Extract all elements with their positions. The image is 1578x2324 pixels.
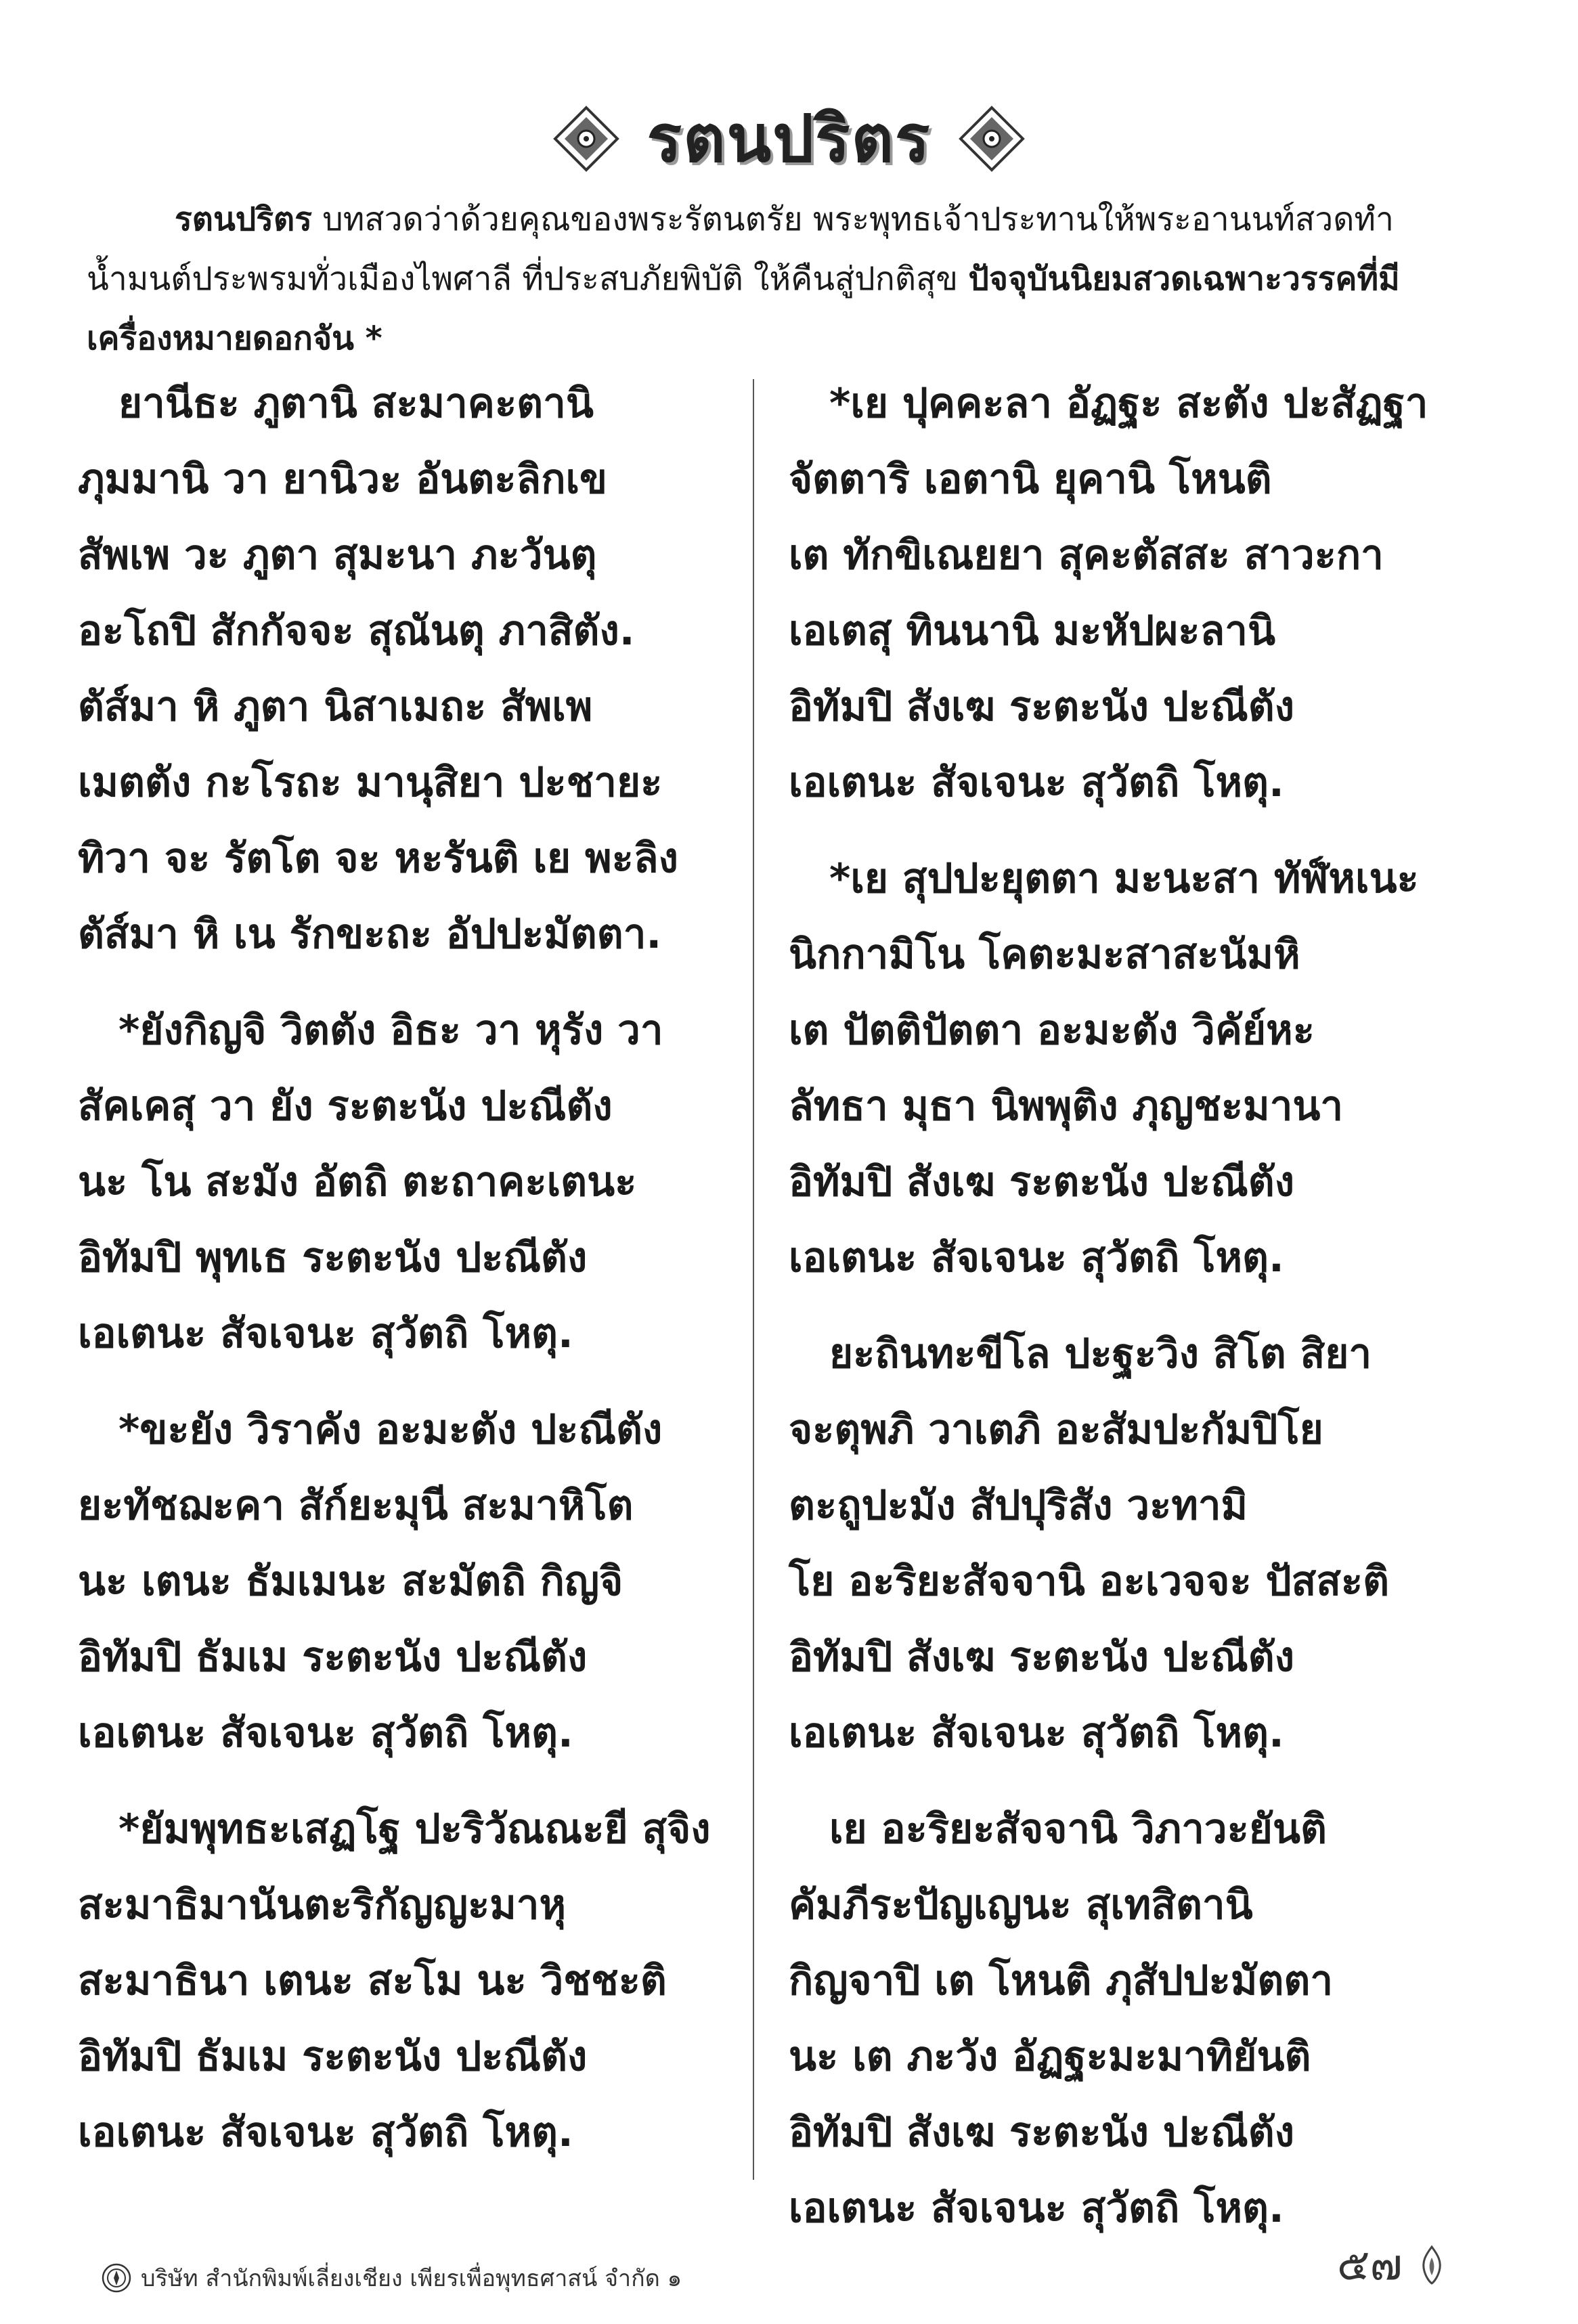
- stanza: [78, 992, 762, 1372]
- flame-ornament-icon: [1415, 2244, 1449, 2285]
- verse-line: อิทัมปิ สังเฆ ระตะนัง ปะณีตัง: [789, 1158, 1295, 1206]
- right-thai-ornament-icon: [958, 105, 1026, 173]
- intro-body-text: บทสวดว่าด้วยคุณของพระรัตนตรัย พระพุทธเจ้าประทานให้พระอานนท์สวดทำน้ำมนต์ประพรมทั่วเมืองไพศาลี ที่ประสบภัยพิบัติ ให้คืนสู่ปกติสุข: [87, 200, 1394, 298]
- verse-line: สะมาธินา เตนะ สะโม นะ วิชชะติ: [78, 1957, 667, 2004]
- page-header: [0, 95, 1578, 183]
- verse-line: จะตุพภิ วาเตภิ อะสัมปะกัมปิโย: [789, 1406, 1323, 1453]
- verse-line: ลัทธา มุธา นิพพุติง ภุญชะมานา: [789, 1082, 1344, 1130]
- intro-lead-term: รตนปริตร: [175, 200, 312, 238]
- publisher-logo-icon: [102, 2263, 131, 2293]
- verse-line: สะมาธิมานันตะริกัญญะมาหุ: [78, 1881, 566, 1929]
- verse-line: *เย ปุคคะลา อัฏฐะ สะตัง ปะสัฏฐา: [829, 380, 1428, 427]
- intro-note-text: ปัจจุบันนิยมสวดเฉพาะวรรคที่มีเครื่องหมายดอกจัน *: [87, 260, 1400, 357]
- stanza: [789, 366, 1472, 820]
- verse-line: โย อะริยะสัจจานิ อะเวจจะ ปัสสะติ: [789, 1558, 1390, 1605]
- verse-line: กิญจาปิ เต โหนติ ภุสัปปะมัตตา: [789, 1957, 1334, 2004]
- publisher-name: บริษัท สำนักพิมพ์เลี่ยงเชียง เพียรเพื่อพุทธศาสน์ จำกัด ๑: [141, 2265, 682, 2292]
- verse-line: *เย สุปปะยุตตา มะนะสา ทัฬ์หเนะ: [829, 855, 1419, 902]
- verse-line: *ยัมพุทธะเสฏโฐ ปะริวัณณะยี สุจิง: [118, 1805, 711, 1853]
- verse-line: คัมภีระปัญเญนะ สุเทสิตานิ: [789, 1881, 1253, 1929]
- verse-line: เอเตนะ สัจเจนะ สุวัตถิ โหตุ.: [78, 1709, 573, 1757]
- verse-line: ภุมมานิ วา ยานิวะ อันตะลิกเข: [78, 456, 608, 503]
- stanza: [78, 1392, 762, 1771]
- verse-line: นิกกามิโน โคตะมะสาสะนัมหิ: [789, 931, 1300, 978]
- verse-line: เต ปัตติปัตตา อะมะตัง วิคัย์หะ: [789, 1007, 1315, 1054]
- left-verse-column: [78, 366, 762, 2191]
- verse-line: อิทัมปิ สังเฆ ระตะนัง ปะณีตัง: [789, 683, 1295, 730]
- verse-line: ทิวา จะ รัตโต จะ หะรันติ เย พะลิง: [78, 835, 678, 882]
- verse-line: เอเตนะ สัจเจนะ สุวัตถิ โหตุ.: [78, 1310, 573, 1357]
- verse-line: เย อะริยะสัจจานิ วิภาวะยันติ: [829, 1805, 1327, 1853]
- verse-line: อิทัมปิ สังเฆ ระตะนัง ปะณีตัง: [789, 1634, 1295, 1681]
- page-number-block: [1337, 2237, 1449, 2292]
- verse-line: ยานีธะ ภูตานิ สะมาคะตานิ: [118, 380, 594, 427]
- page-title: รตนปริตร: [646, 101, 932, 177]
- verse-line: ยะถินทะขีโล ปะฐะวิง สิโต สิยา: [829, 1330, 1372, 1378]
- stanza: [78, 1791, 762, 2170]
- verse-line: อิทัมปิ พุทเธ ระตะนัง ปะณีตัง: [78, 1234, 588, 1281]
- verse-line: เต ทักขิเณยยา สุคะตัสสะ สาวะกา: [789, 531, 1384, 579]
- verse-line: *ยังกิญจิ วิตตัง อิธะ วา หุรัง วา: [118, 1007, 663, 1054]
- intro-paragraph: [87, 190, 1495, 368]
- verse-line: ยะทัชฌะคา สัก์ยะมุนี สะมาหิโต: [78, 1482, 634, 1529]
- verse-line: เอเตนะ สัจเจนะ สุวัตถิ โหตุ.: [78, 2109, 573, 2156]
- right-verse-column: [789, 366, 1472, 2266]
- verse-line: อิทัมปิ ธัมเม ระตะนัง ปะณีตัง: [78, 1634, 588, 1681]
- verse-line: อิทัมปิ สังเฆ ระตะนัง ปะณีตัง: [789, 2109, 1295, 2156]
- verse-line: เมตตัง กะโรถะ มานุสิยา ปะชายะ: [78, 759, 663, 806]
- publisher-footer: [102, 2258, 682, 2298]
- verse-line: สัคเคสุ วา ยัง ระตะนัง ปะณีตัง: [78, 1082, 613, 1130]
- left-thai-ornament-icon: [552, 105, 620, 173]
- verse-line: จัตตาริ เอตานิ ยุคานิ โหนติ: [789, 456, 1272, 503]
- stanza: [78, 366, 762, 972]
- verse-line: *ขะยัง วิราคัง อะมะตัง ปะณีตัง: [118, 1406, 663, 1453]
- verse-line: นะ โน สะมัง อัตถิ ตะถาคะเตนะ: [78, 1158, 637, 1206]
- verse-line: ตัส์มา หิ ภูตา นิสาเมถะ สัพเพ: [78, 683, 593, 730]
- verse-line: เอเตนะ สัจเจนะ สุวัตถิ โหตุ.: [789, 1709, 1284, 1757]
- stanza: [789, 1316, 1472, 1771]
- stanza: [789, 841, 1472, 1296]
- verse-line: เอเตนะ สัจเจนะ สุวัตถิ โหตุ.: [789, 1234, 1284, 1281]
- verse-line: เอเตนะ สัจเจนะ สุวัตถิ โหตุ.: [789, 2185, 1284, 2232]
- verse-line: ตะถูปะมัง สัปปุริสัง วะทามิ: [789, 1482, 1248, 1529]
- verse-line: นะ เต ภะวัง อัฏฐะมะมาทิยันติ: [789, 2033, 1311, 2080]
- verse-line: เอเตสุ ทินนานิ มะหัปผะลานิ: [789, 607, 1275, 655]
- verse-line: อะโถปิ สักกัจจะ สุณันตุ ภาสิตัง.: [78, 607, 635, 655]
- verse-line: นะ เตนะ ธัมเมนะ สะมัตถิ กิญจิ: [78, 1558, 623, 1605]
- page-number: ๕๗: [1337, 2240, 1403, 2290]
- verse-line: อิทัมปิ ธัมเม ระตะนัง ปะณีตัง: [78, 2033, 588, 2080]
- verse-line: สัพเพ วะ ภูตา สุมะนา ภะวันตุ: [78, 531, 597, 579]
- stanza: [789, 1791, 1472, 2246]
- verse-line: เอเตนะ สัจเจนะ สุวัตถิ โหตุ.: [789, 759, 1284, 806]
- verse-line: ตัส์มา หิ เน รักขะถะ อัปปะมัตตา.: [78, 911, 662, 958]
